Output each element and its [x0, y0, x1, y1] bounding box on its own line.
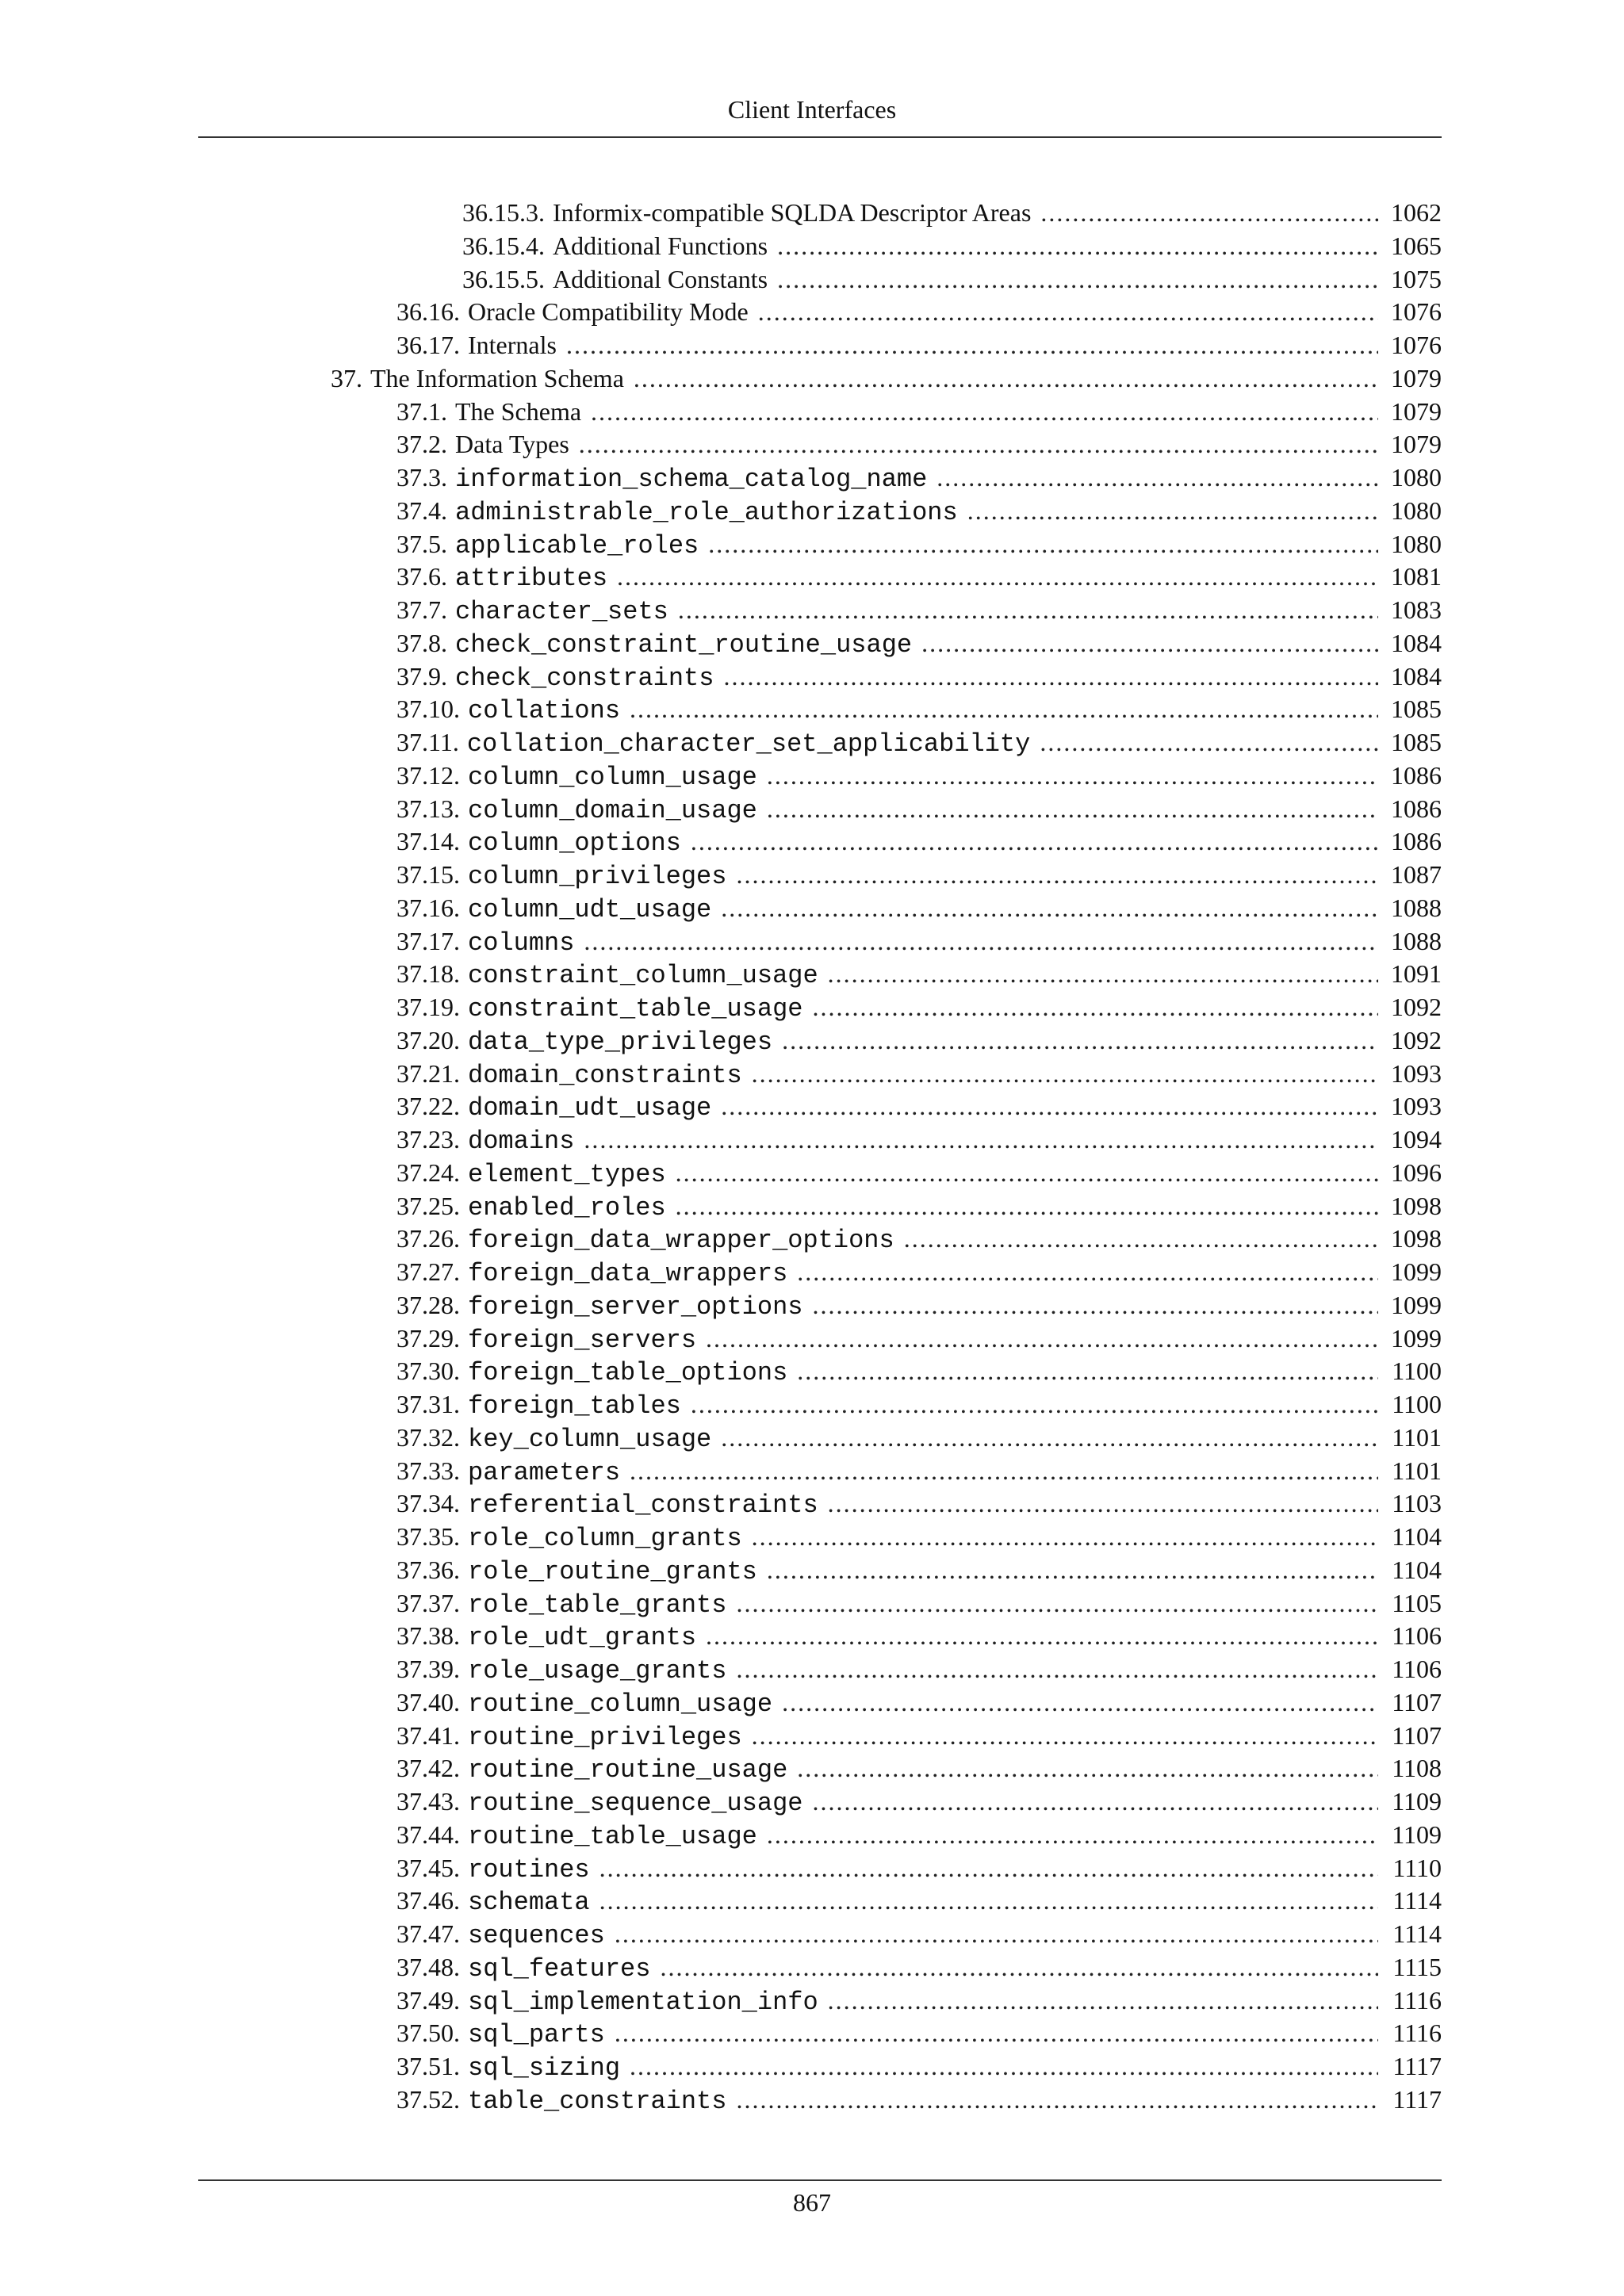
- dot-leader: [706, 1619, 1378, 1652]
- toc-entry[interactable]: [396, 1719, 1442, 1752]
- toc-entry[interactable]: [396, 328, 1442, 362]
- toc-entry-page[interactable]: 1094: [1391, 1125, 1442, 1154]
- toc-entry-number: 37.24.: [396, 1158, 460, 1187]
- dot-leader: [767, 1553, 1378, 1586]
- dot-leader: [706, 1322, 1378, 1355]
- toc-entry-number: 37.29.: [396, 1324, 460, 1353]
- toc-entry[interactable]: [396, 1057, 1442, 1090]
- toc-entry-title[interactable]: element_types: [468, 1160, 666, 1189]
- toc-entry-number: 37.16.: [396, 894, 460, 922]
- toc-entry-title[interactable]: administrable_role_authorizations: [455, 498, 958, 527]
- running-header: Client Interfaces: [727, 95, 897, 124]
- toc-entry-page[interactable]: 1109: [1392, 1820, 1442, 1849]
- toc-entry-title[interactable]: collations: [468, 696, 621, 725]
- toc-entry-title[interactable]: column_domain_usage: [468, 796, 757, 825]
- toc-entry-title[interactable]: sql_parts: [468, 2020, 605, 2049]
- toc-entry[interactable]: [396, 1751, 1442, 1785]
- toc-entry[interactable]: [396, 1884, 1442, 1917]
- dot-leader: [777, 229, 1378, 262]
- toc-entry-number: 37.22.: [396, 1092, 460, 1120]
- toc-entry[interactable]: [396, 957, 1442, 990]
- dot-leader: [797, 1354, 1378, 1387]
- toc-entry[interactable]: [396, 1189, 1442, 1223]
- toc-entry-number: 37.7.: [396, 595, 447, 624]
- toc-entry-number: 37.23.: [396, 1125, 460, 1154]
- toc-entry[interactable]: [396, 593, 1442, 626]
- toc-entry-number: 37.47.: [396, 1919, 460, 1948]
- toc-entry-number: 37.40.: [396, 1688, 460, 1716]
- toc-entry-title[interactable]: character_sets: [455, 597, 668, 626]
- dot-leader: [721, 1089, 1378, 1123]
- toc-entry[interactable]: [396, 1222, 1442, 1255]
- toc-entry-title[interactable]: Additional Functions: [553, 232, 768, 260]
- toc-entry[interactable]: [396, 825, 1442, 858]
- toc-entry-page[interactable]: 1099: [1391, 1257, 1442, 1286]
- dot-leader: [591, 395, 1378, 428]
- toc-entry-page[interactable]: 1107: [1392, 1721, 1442, 1750]
- dot-leader: [936, 461, 1378, 494]
- toc-entry-number: 36.16.: [396, 297, 460, 326]
- toc-entry-page[interactable]: 1092: [1391, 993, 1442, 1021]
- toc-entry[interactable]: [396, 395, 1442, 428]
- toc-entry-number: 37.35.: [396, 1522, 460, 1551]
- toc-entry-page[interactable]: 1104: [1392, 1522, 1442, 1551]
- toc-entry-number: 37.18.: [396, 959, 460, 988]
- toc-entry-title[interactable]: domain_constraints: [468, 1061, 742, 1090]
- dot-leader: [736, 858, 1378, 891]
- toc-entry-page[interactable]: 1085: [1391, 728, 1442, 756]
- dot-leader: [584, 1123, 1378, 1156]
- toc-entry[interactable]: [396, 461, 1442, 494]
- toc-entry-page[interactable]: 1106: [1392, 1621, 1442, 1650]
- toc-entry[interactable]: [462, 262, 1442, 296]
- dot-leader: [752, 1057, 1378, 1090]
- dot-leader: [828, 1984, 1378, 2017]
- toc-entry-number: 37.20.: [396, 1026, 460, 1054]
- dot-leader: [584, 924, 1378, 958]
- toc-entry-number: 37.13.: [396, 794, 460, 823]
- toc-entry-title[interactable]: column_column_usage: [468, 763, 757, 792]
- toc-entry-title[interactable]: domain_udt_usage: [468, 1093, 712, 1123]
- toc-entry-page[interactable]: 1086: [1391, 761, 1442, 790]
- toc-entry-number: 37.30.: [396, 1357, 460, 1385]
- toc-entry-number: 37.27.: [396, 1257, 460, 1286]
- toc-entry-page[interactable]: 1080: [1391, 463, 1442, 492]
- toc-entry-title[interactable]: foreign_data_wrapper_options: [468, 1226, 894, 1255]
- toc-entry[interactable]: [396, 295, 1442, 328]
- toc-entry[interactable]: [396, 1255, 1442, 1288]
- toc-entry-number: 37.28.: [396, 1291, 460, 1319]
- toc-entry-number: 37.52.: [396, 2085, 460, 2114]
- toc-entry-page[interactable]: 1108: [1392, 1754, 1442, 1782]
- toc-entry-number: 37.46.: [396, 1886, 460, 1915]
- toc-entry-number: 37.31.: [396, 1390, 460, 1418]
- toc-entry-page[interactable]: 1116: [1392, 2019, 1442, 2047]
- toc-entry[interactable]: [396, 1553, 1442, 1586]
- toc-entry[interactable]: [396, 427, 1442, 461]
- toc-entry-page[interactable]: 1100: [1392, 1357, 1442, 1385]
- dot-leader: [828, 957, 1378, 990]
- dot-leader: [634, 362, 1378, 395]
- toc-entry[interactable]: [396, 1652, 1442, 1686]
- toc-entry[interactable]: [396, 1288, 1442, 1322]
- toc-entry-number: 37.17.: [396, 927, 460, 955]
- toc-entry-number: 36.17.: [396, 331, 460, 359]
- toc-entry-page[interactable]: 1104: [1392, 1556, 1442, 1584]
- toc-entry-title[interactable]: applicable_roles: [455, 531, 699, 561]
- dot-leader: [691, 825, 1378, 858]
- dot-leader: [617, 560, 1378, 593]
- toc-entry-page[interactable]: 1062: [1391, 198, 1442, 227]
- toc-entry-title[interactable]: foreign_servers: [468, 1326, 697, 1355]
- toc-entry[interactable]: [396, 1818, 1442, 1851]
- toc-entry-page[interactable]: 1084: [1391, 629, 1442, 657]
- toc-entry-number: 36.15.3.: [462, 198, 545, 227]
- toc-entry-page[interactable]: 1105: [1392, 1589, 1442, 1617]
- toc-entry-number: 37.3.: [396, 463, 447, 492]
- dot-leader: [967, 494, 1378, 527]
- toc-entry[interactable]: [396, 660, 1442, 693]
- page-number: 867: [793, 2188, 831, 2217]
- toc-entry-page[interactable]: 1101: [1392, 1423, 1442, 1452]
- toc-entry-page[interactable]: 1092: [1391, 1026, 1442, 1054]
- toc-entry-title[interactable]: constraint_table_usage: [468, 994, 803, 1024]
- toc-entry-title[interactable]: routine_privileges: [468, 1723, 742, 1752]
- toc-entry[interactable]: [396, 858, 1442, 891]
- toc-entry[interactable]: [396, 494, 1442, 527]
- dot-leader: [1040, 196, 1378, 229]
- toc-entry-number: 37.21.: [396, 1059, 460, 1088]
- toc-entry-number: 37.42.: [396, 1754, 460, 1782]
- toc-entry[interactable]: [396, 692, 1442, 725]
- toc-entry[interactable]: [396, 1520, 1442, 1553]
- toc-entry-title[interactable]: data_type_privileges: [468, 1027, 773, 1057]
- toc-entry-page[interactable]: 1101: [1392, 1456, 1442, 1485]
- toc-entry-title[interactable]: Internals: [468, 331, 557, 359]
- dot-leader: [812, 1288, 1378, 1322]
- toc-entry-number: 37.38.: [396, 1621, 460, 1650]
- toc-entry-page[interactable]: 1076: [1391, 331, 1442, 359]
- toc-entry[interactable]: [462, 196, 1442, 229]
- dot-leader: [721, 891, 1378, 924]
- toc-entry-number: 37.43.: [396, 1787, 460, 1816]
- toc-entry[interactable]: [396, 1024, 1442, 1057]
- toc-entry-page[interactable]: 1114: [1392, 1919, 1442, 1948]
- toc-entry-number: 37.25.: [396, 1192, 460, 1220]
- dot-leader: [752, 1520, 1378, 1553]
- toc-entry-title[interactable]: table_constraints: [468, 2087, 727, 2116]
- toc-entry-title[interactable]: routine_table_usage: [468, 1822, 757, 1851]
- toc-entry-page[interactable]: 1109: [1392, 1787, 1442, 1816]
- toc-entry-number: 37.45.: [396, 1854, 460, 1882]
- toc-entry[interactable]: [462, 229, 1442, 262]
- toc-entry-number: 37.34.: [396, 1489, 460, 1517]
- footer-rule: [198, 2179, 1442, 2181]
- toc-entry-title[interactable]: routine_sequence_usage: [468, 1789, 803, 1818]
- toc-entry-number: 37.10.: [396, 695, 460, 723]
- toc-entry-page[interactable]: 1076: [1391, 297, 1442, 326]
- toc-entry-page[interactable]: 1086: [1391, 794, 1442, 823]
- dot-leader: [630, 692, 1378, 725]
- toc-entry-number: 37.50.: [396, 2019, 460, 2047]
- toc-entry-page[interactable]: 1084: [1391, 662, 1442, 691]
- toc-entry-number: 37.41.: [396, 1721, 460, 1750]
- toc-entry-title[interactable]: sql_features: [468, 1954, 651, 1984]
- toc-entry-title[interactable]: sequences: [468, 1921, 605, 1950]
- toc-entry[interactable]: [396, 2049, 1442, 2083]
- toc-entry[interactable]: [396, 1354, 1442, 1387]
- toc-entry-page[interactable]: 1079: [1391, 364, 1442, 392]
- dot-leader: [797, 1255, 1378, 1288]
- toc-entry[interactable]: [396, 1156, 1442, 1189]
- toc-entry-number: 37.49.: [396, 1986, 460, 2015]
- toc-entry-title[interactable]: column_options: [468, 828, 681, 858]
- toc-entry-title[interactable]: role_table_grants: [468, 1590, 727, 1620]
- dot-leader: [676, 1189, 1378, 1223]
- toc-entry-page[interactable]: 1093: [1391, 1059, 1442, 1088]
- toc-entry[interactable]: [396, 626, 1442, 660]
- toc-entry-title[interactable]: foreign_server_options: [468, 1292, 803, 1322]
- toc-entry[interactable]: [396, 2083, 1442, 2116]
- toc-entry-page[interactable]: 1088: [1391, 927, 1442, 955]
- toc-entry-number: 37.51.: [396, 2052, 460, 2080]
- toc-entry-page[interactable]: 1093: [1391, 1092, 1442, 1120]
- toc-entry-title[interactable]: enabled_roles: [468, 1193, 666, 1223]
- toc-entry-title[interactable]: routine_column_usage: [468, 1689, 773, 1719]
- toc-entry[interactable]: [396, 990, 1442, 1024]
- dot-leader: [615, 2016, 1378, 2049]
- toc-entry-title[interactable]: Oracle Compatibility Mode: [468, 297, 749, 326]
- toc-entry-number: 37.11.: [396, 728, 459, 756]
- toc-entry-page[interactable]: 1080: [1391, 496, 1442, 525]
- toc-entry-number: 37.33.: [396, 1456, 460, 1485]
- toc-entry-page[interactable]: 1065: [1391, 232, 1442, 260]
- toc-entry-number: 37.26.: [396, 1224, 460, 1253]
- toc-entry[interactable]: [331, 362, 1442, 395]
- dot-leader: [736, 1586, 1378, 1620]
- toc-entry-title[interactable]: domains: [468, 1127, 575, 1156]
- toc-entry-page[interactable]: 1083: [1391, 595, 1442, 624]
- toc-entry[interactable]: [396, 1454, 1442, 1487]
- toc-entry-title[interactable]: sql_implementation_info: [468, 1988, 818, 2017]
- dot-leader: [736, 1652, 1378, 1686]
- toc-entry-title[interactable]: routines: [468, 1855, 590, 1885]
- toc-entry-title[interactable]: Informix-compatible SQLDA Descriptor Areas: [553, 198, 1032, 227]
- toc-entry[interactable]: [396, 725, 1442, 759]
- dot-leader: [736, 2083, 1378, 2116]
- toc-entry-page[interactable]: 1098: [1391, 1192, 1442, 1220]
- toc-entry-title[interactable]: referential_constraints: [468, 1490, 818, 1520]
- dot-leader: [1040, 725, 1378, 759]
- dot-leader: [676, 1156, 1378, 1189]
- toc-entry-page[interactable]: 1117: [1392, 2052, 1442, 2080]
- toc-entry-title[interactable]: foreign_table_options: [468, 1358, 788, 1387]
- toc-entry-title[interactable]: check_constraints: [455, 664, 714, 693]
- dot-leader: [758, 295, 1378, 328]
- toc-entry-number: 37.9.: [396, 662, 447, 691]
- toc-entry-page[interactable]: 1081: [1391, 562, 1442, 591]
- toc-entry[interactable]: [396, 924, 1442, 958]
- toc-entry-title[interactable]: role_udt_grants: [468, 1623, 697, 1652]
- header-rule: [198, 136, 1442, 138]
- toc-entry[interactable]: [396, 891, 1442, 924]
- dot-leader: [752, 1719, 1378, 1752]
- toc-entry-title[interactable]: parameters: [468, 1458, 621, 1487]
- toc-entry-number: 37.12.: [396, 761, 460, 790]
- toc-entry[interactable]: [396, 1487, 1442, 1520]
- toc-entry-number: 37.8.: [396, 629, 447, 657]
- dot-leader: [579, 427, 1378, 461]
- toc-entry-page[interactable]: 1091: [1391, 959, 1442, 988]
- toc-entry-page[interactable]: 1099: [1391, 1324, 1442, 1353]
- dot-leader: [767, 759, 1378, 792]
- dot-leader: [921, 626, 1378, 660]
- toc-entry-number: 37.37.: [396, 1589, 460, 1617]
- toc-entry-page[interactable]: 1085: [1391, 695, 1442, 723]
- toc-entry-number: 37.4.: [396, 496, 447, 525]
- toc-entry-number: 37.14.: [396, 827, 460, 855]
- dot-leader: [782, 1024, 1378, 1057]
- toc-entry-number: 37.48.: [396, 1953, 460, 1981]
- toc-entry[interactable]: [396, 1123, 1442, 1156]
- toc-entry-page[interactable]: 1098: [1391, 1224, 1442, 1253]
- toc-entry-page[interactable]: 1107: [1392, 1688, 1442, 1716]
- toc-entry-page[interactable]: 1080: [1391, 530, 1442, 558]
- toc-entry-number: 36.15.5.: [462, 265, 545, 293]
- toc-entry-number: 37.39.: [396, 1655, 460, 1683]
- dot-leader: [566, 328, 1378, 362]
- toc-entry-number: 37.36.: [396, 1556, 460, 1584]
- dot-leader: [767, 1818, 1378, 1851]
- toc-entry[interactable]: [396, 1089, 1442, 1123]
- toc-entry[interactable]: [396, 527, 1442, 561]
- toc-entry-title[interactable]: The Schema: [455, 397, 582, 426]
- toc-entry-number: 37.44.: [396, 1820, 460, 1849]
- toc-entry-title[interactable]: column_privileges: [468, 862, 727, 891]
- dot-leader: [812, 1785, 1378, 1818]
- toc-entry-title[interactable]: Data Types: [455, 430, 569, 458]
- toc-entry[interactable]: [396, 1421, 1442, 1454]
- toc-entry-number: 37.15.: [396, 860, 460, 889]
- toc-entry-page[interactable]: 1115: [1392, 1953, 1442, 1981]
- dot-leader: [678, 593, 1378, 626]
- toc-entry-title[interactable]: foreign_tables: [468, 1391, 681, 1421]
- toc-entry-page[interactable]: 1100: [1392, 1390, 1442, 1418]
- toc-entry[interactable]: [396, 759, 1442, 792]
- toc-entry-page[interactable]: 1088: [1391, 894, 1442, 922]
- dot-leader: [828, 1487, 1378, 1520]
- dot-leader: [721, 1421, 1378, 1454]
- toc-entry-title[interactable]: role_column_grants: [468, 1524, 742, 1553]
- toc-entry-page[interactable]: 1096: [1391, 1158, 1442, 1187]
- toc-entry[interactable]: [396, 1686, 1442, 1719]
- dot-leader: [767, 792, 1378, 825]
- dot-leader: [630, 2049, 1378, 2083]
- toc-entry-title[interactable]: Additional Constants: [553, 265, 768, 293]
- dot-leader: [812, 990, 1378, 1024]
- dot-leader: [782, 1686, 1378, 1719]
- toc-entry[interactable]: [396, 1785, 1442, 1818]
- toc-entry-title[interactable]: constraint_column_usage: [468, 961, 818, 990]
- dot-leader: [708, 527, 1378, 561]
- toc-entry-number: 37.32.: [396, 1423, 460, 1452]
- toc-entry-title[interactable]: foreign_data_wrappers: [468, 1259, 788, 1288]
- dot-leader: [691, 1387, 1378, 1421]
- dot-leader: [630, 1454, 1378, 1487]
- toc-entry[interactable]: [396, 560, 1442, 593]
- toc-entry-number: 37.1.: [396, 397, 447, 426]
- toc-entry-title[interactable]: role_usage_grants: [468, 1656, 727, 1686]
- toc-entry-title[interactable]: role_routine_grants: [468, 1557, 757, 1586]
- toc-entry-number: 37.2.: [396, 430, 447, 458]
- toc-entry-page[interactable]: 1116: [1392, 1986, 1442, 2015]
- toc-entry-title[interactable]: column_udt_usage: [468, 895, 712, 924]
- toc-entry-page[interactable]: 1106: [1392, 1655, 1442, 1683]
- dot-leader: [615, 1917, 1378, 1950]
- toc-entry-page[interactable]: 1079: [1391, 397, 1442, 426]
- dot-leader: [723, 660, 1378, 693]
- toc-entry[interactable]: [396, 1387, 1442, 1421]
- toc-entry-title[interactable]: columns: [468, 928, 575, 958]
- toc-entry[interactable]: [396, 1619, 1442, 1652]
- toc-entry-title[interactable]: attributes: [455, 564, 608, 593]
- toc-entry-page[interactable]: 1099: [1391, 1291, 1442, 1319]
- toc-entry-page[interactable]: 1086: [1391, 827, 1442, 855]
- toc-entry-page[interactable]: 1110: [1392, 1854, 1442, 1882]
- toc-entry[interactable]: [396, 2016, 1442, 2049]
- dot-leader: [777, 262, 1378, 296]
- toc-entry-page[interactable]: 1079: [1391, 430, 1442, 458]
- toc-entry-title[interactable]: key_column_usage: [468, 1425, 712, 1454]
- toc-entry-title[interactable]: routine_routine_usage: [468, 1755, 788, 1785]
- dot-leader: [599, 1884, 1378, 1917]
- toc-entry-number: 37.: [331, 364, 362, 392]
- toc-entry-number: 37.5.: [396, 530, 447, 558]
- toc-entry[interactable]: [396, 792, 1442, 825]
- toc-entry-page[interactable]: 1114: [1392, 1886, 1442, 1915]
- toc-entry[interactable]: [396, 1917, 1442, 1950]
- toc-entry-title[interactable]: information_schema_catalog_name: [455, 465, 928, 494]
- toc-entry-number: 37.19.: [396, 993, 460, 1021]
- toc-entry-page[interactable]: 1075: [1391, 265, 1442, 293]
- toc-entry-title[interactable]: schemata: [468, 1888, 590, 1917]
- toc-entry-title[interactable]: The Information Schema: [370, 364, 624, 392]
- toc-entry-number: 36.15.4.: [462, 232, 545, 260]
- toc-entry-page[interactable]: 1117: [1392, 2085, 1442, 2114]
- toc-entry-title[interactable]: collation_character_set_applicability: [466, 729, 1031, 759]
- toc-entry-title[interactable]: check_constraint_routine_usage: [455, 630, 913, 660]
- toc-entry[interactable]: [396, 1984, 1442, 2017]
- dot-leader: [599, 1851, 1378, 1885]
- toc-entry-page[interactable]: 1087: [1391, 860, 1442, 889]
- dot-leader: [660, 1950, 1378, 1984]
- toc-entry-title[interactable]: sql_sizing: [468, 2053, 621, 2083]
- toc-entry-page[interactable]: 1103: [1392, 1489, 1442, 1517]
- toc-entry-number: 37.6.: [396, 562, 447, 591]
- dot-leader: [904, 1222, 1378, 1255]
- toc-entry[interactable]: [396, 1950, 1442, 1984]
- toc-entry[interactable]: [396, 1322, 1442, 1355]
- dot-leader: [797, 1751, 1378, 1785]
- toc-entry[interactable]: [396, 1586, 1442, 1620]
- toc-entry[interactable]: [396, 1851, 1442, 1885]
